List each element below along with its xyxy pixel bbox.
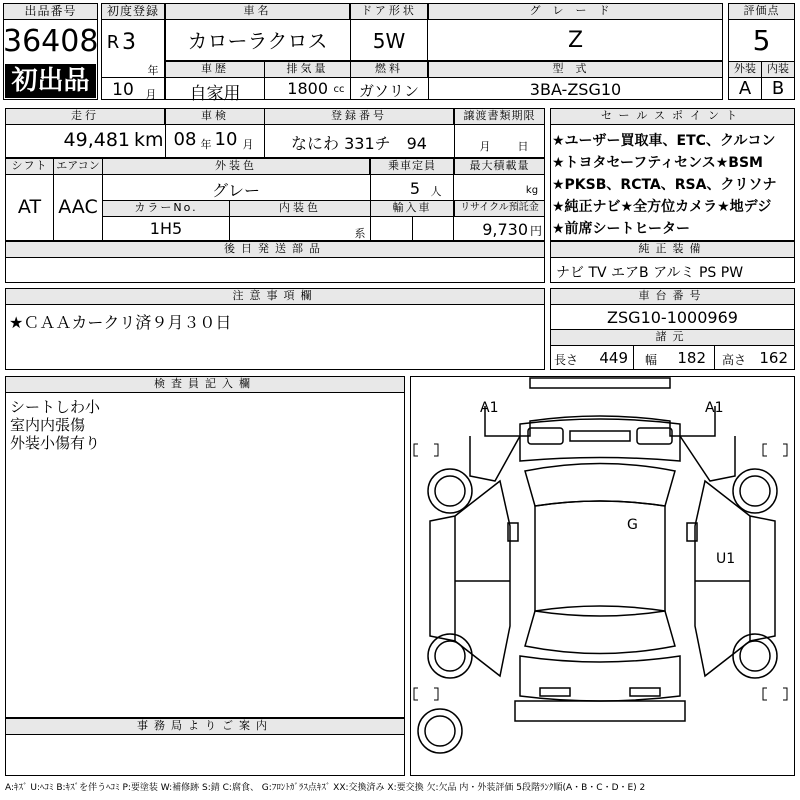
bracket-mark (763, 444, 767, 456)
color-label: 外装色 (102, 158, 370, 175)
rear-gate (520, 656, 680, 701)
wheel-rear-right-rim (740, 641, 770, 671)
length-label: 長さ (554, 353, 579, 367)
first-reg-month: 10 (112, 80, 134, 100)
grille (570, 431, 630, 441)
dims-label: 諸元 (550, 329, 795, 346)
caution-label: 注意事項欄 (5, 288, 545, 305)
dims-divider-2 (714, 346, 715, 370)
shift-label: シフト (5, 158, 54, 175)
sales-point-item: ★トヨタセーフティセンス★BSM (552, 155, 763, 171)
caution-text: ★ＣＡＡカークリ済９月３０日 (9, 313, 232, 332)
door-label: ドア形状 (350, 3, 428, 20)
first-reg-year: 3 (122, 30, 136, 55)
headlight-right (637, 428, 672, 444)
fuel-label: 燃料 (350, 61, 428, 78)
recycle: 9,730 (482, 220, 528, 239)
ac: AAC (58, 196, 98, 218)
mileage-label: 走行 (5, 108, 165, 125)
later-parts-label: 後日発送部品 (5, 241, 545, 258)
load-label: 最大積載量 (454, 158, 545, 175)
sales-point-item: ★PKSB、RCTA、RSA、クリソナ (552, 177, 777, 193)
inspection-month-unit: 月 (242, 138, 254, 151)
score: 5 (752, 24, 771, 57)
interior-color-label: 内装色 (229, 200, 371, 217)
sales-points-label: セールスポイント (550, 108, 795, 125)
import-label: 輸入車 (370, 200, 454, 217)
standard-equipment: ナビ TV エアB アルミ PS PW (556, 265, 744, 281)
inspector-label: 検査員記入欄 (5, 376, 405, 393)
length: 449 (599, 349, 628, 367)
lot-number: 36408 (3, 24, 99, 59)
lot-label: 出品番号 (3, 3, 98, 20)
damage-mark: G (627, 517, 638, 533)
bracket-mark (414, 688, 418, 700)
fuel: ガソリン (358, 82, 419, 100)
office-label: 事務局よりご案内 (5, 718, 405, 735)
capacity-label: 乗車定員 (370, 158, 454, 175)
door-type: 5W (372, 29, 406, 53)
mileage: 49,481 (63, 129, 130, 151)
color: グレー (211, 181, 260, 200)
first-reg-era: R (106, 32, 120, 53)
width-label: 幅 (645, 353, 658, 367)
headlight-left (528, 428, 563, 444)
wheel-front-left-rim (435, 476, 465, 506)
first-reg-divider (101, 77, 165, 78)
first-reg-year-unit: 年 (147, 64, 159, 77)
standard-equipment-label: 純正装備 (550, 241, 795, 258)
damage-mark: A1 (705, 400, 724, 416)
inspection-year: 08 (173, 129, 197, 150)
interior-score: B (771, 78, 785, 99)
sales-point-item: ★前席シートヒーター (552, 221, 690, 237)
wheel-front-right-rim (740, 476, 770, 506)
grade: Z (567, 28, 584, 53)
capacity: 5 (409, 179, 420, 198)
shift: AT (17, 196, 42, 218)
legend: A:ｷｽﾞ U:ﾍｺﾐ B:ｷｽﾞを伴うﾍｺﾐ P:要塗装 W:補修跡 S:錆 C:腐食、 G:ﾌﾛﾝﾄｶﾞﾗｽ点ｷｽﾞ XX:交換済み X:要交換 欠:欠品 内・外装評価 5段階ﾗﾝｸ順(A・B・C・D・E) 2 (5, 783, 646, 793)
height-label: 高さ (722, 353, 747, 367)
first-reg-month-unit: 月 (145, 88, 157, 101)
inspector-line: 外装小傷有り (10, 434, 101, 452)
displacement-unit: cc (333, 84, 345, 95)
bracket-mark (434, 688, 438, 700)
roof-outline (530, 378, 670, 388)
inspection-label: 車検 (165, 108, 265, 125)
import-box-a (412, 217, 454, 241)
reg-number: なにわ 331チ 94 (291, 134, 427, 153)
displacement-label: 排気量 (264, 61, 351, 78)
load-unit: kg (525, 185, 539, 196)
bracket-mark (434, 444, 438, 456)
inspection-year-unit: 年 (200, 138, 212, 151)
damage-mark: A1 (480, 400, 499, 416)
model-label: 型式 (428, 61, 723, 78)
first-listing-badge: 初出品 (5, 64, 96, 98)
exterior-score: A (738, 78, 752, 99)
car-name: カローラクロス (187, 29, 328, 53)
rear-bumper (515, 701, 685, 721)
front-left-fender (470, 436, 520, 481)
inspection-month: 10 (214, 129, 238, 150)
recycle-unit: 円 (529, 224, 542, 238)
wheel-rear-left-rim (435, 641, 465, 671)
width: 182 (677, 349, 706, 367)
exterior-score-label: 外装 (728, 61, 762, 78)
interior-color-cell (229, 200, 371, 241)
ac-label: エアコン (53, 158, 103, 175)
capacity-unit: 人 (430, 185, 442, 198)
dims-divider-1 (633, 346, 634, 370)
roof-panel (535, 501, 665, 616)
car-diagram (410, 376, 795, 776)
score-label: 評価点 (728, 3, 795, 20)
inspector-line: 室内内張傷 (10, 416, 86, 434)
windshield (525, 464, 675, 507)
color-no: 1H5 (149, 219, 183, 238)
recycle-label: リサイクル預託金 (454, 200, 545, 217)
transfer-label: 譲渡書類期限 (454, 108, 545, 125)
reg-label: 登録番号 (264, 108, 454, 125)
interior-score-label: 内装 (761, 61, 795, 78)
bracket-mark (783, 444, 787, 456)
damage-mark: U1 (716, 551, 736, 567)
chassis-label: 車台番号 (550, 288, 795, 305)
interior-color-unit: 系 (354, 227, 366, 240)
bracket-mark (783, 688, 787, 700)
mileage-unit: km (134, 129, 164, 151)
sales-point-item: ★ユーザー買取車、ETC、クルコン (552, 133, 776, 149)
transfer-cell (454, 108, 455, 158)
model: 3BA-ZSG10 (529, 80, 622, 99)
inspector-line: シートしわ小 (10, 398, 101, 416)
front-right-fender (680, 436, 735, 481)
bracket-mark (414, 444, 418, 456)
grade-label: グレード (428, 3, 723, 20)
history-label: 車歴 (165, 61, 265, 78)
transfer-month-unit: 月 (479, 140, 491, 153)
car-name-label: 車名 (165, 3, 350, 20)
height: 162 (759, 349, 788, 367)
chassis-number: ZSG10-1000969 (607, 308, 738, 327)
spare-wheel-rim (425, 716, 455, 746)
color-no-label: カラーNo. (102, 200, 230, 217)
bracket-mark (763, 688, 767, 700)
taillight-left (540, 688, 570, 696)
displacement: 1800 (287, 79, 328, 98)
transfer-day-unit: 日 (517, 140, 529, 153)
taillight-right (630, 688, 660, 696)
history: 自家用 (189, 84, 241, 104)
hood-outline (520, 419, 680, 461)
sales-point-item: ★純正ナビ★全方位カメラ★地デジ (552, 199, 772, 215)
first-reg-label: 初度登録 (101, 3, 165, 20)
